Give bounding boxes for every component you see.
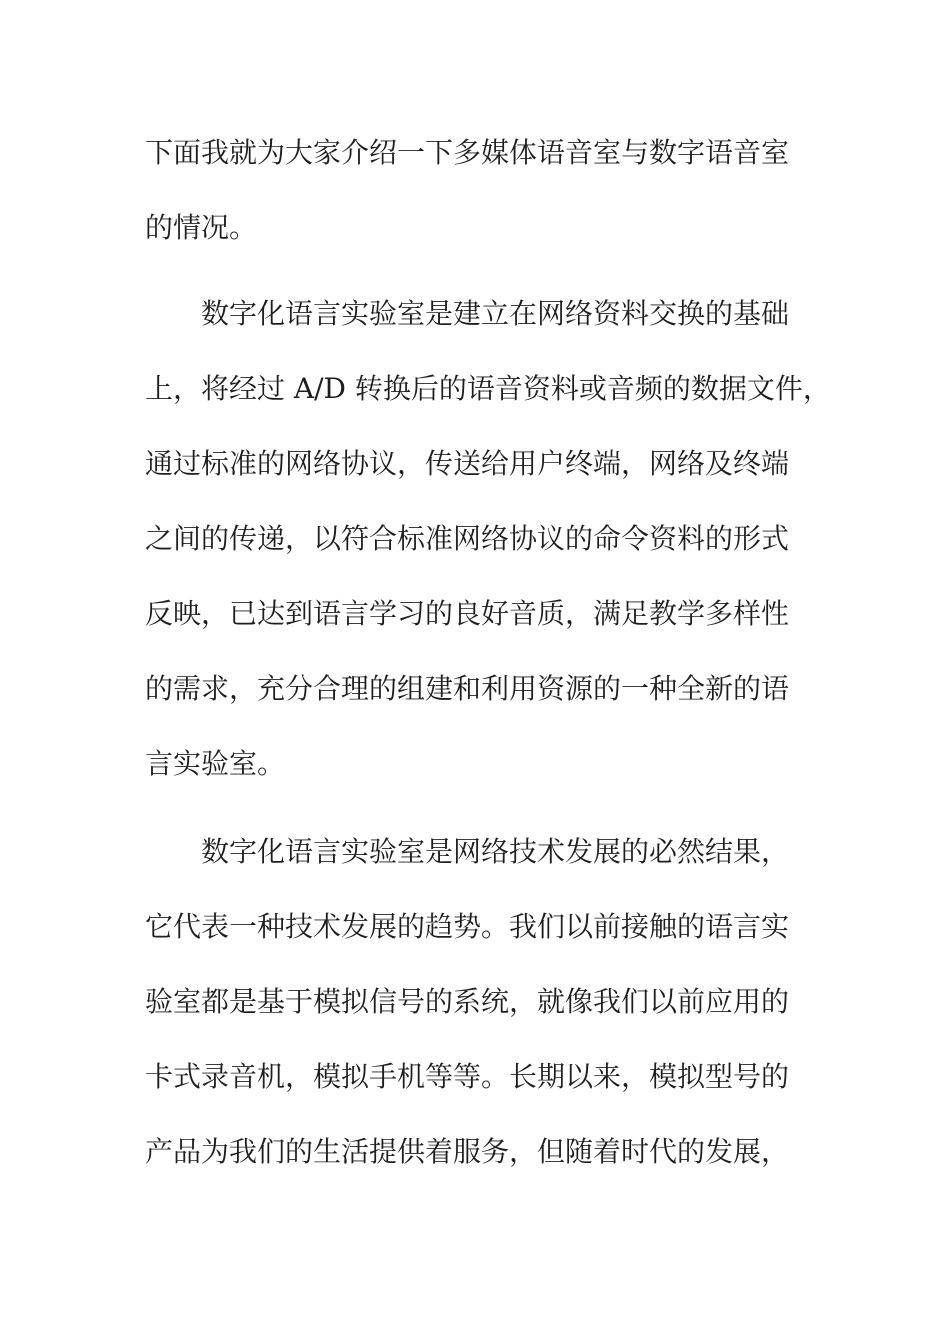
paragraph-1-line-1: 下面我就为大家介绍一下多媒体语音室与数字语音室: [145, 136, 790, 169]
paragraph-2-line-2: 上，将经过 A/D 转换后的语音资料或音频的数据文件，: [145, 372, 831, 405]
paragraph-3-line-1: 数字化语言实验室是网络技术发展的必然结果，: [201, 835, 790, 868]
paragraph-2-line-3: 通过标准的网络协议，传送给用户终端，网络及终端: [145, 447, 790, 480]
paragraph-2-line-4: 之间的传递，以符合标准网络协议的命令资料的形式: [145, 522, 790, 555]
paragraph-1-line-2: 的情况。: [145, 211, 258, 244]
paragraph-2-line-6: 的需求，充分合理的组建和利用资源的一种全新的语: [145, 672, 790, 705]
paragraph-3-line-5: 产品为我们的生活提供着服务，但随着时代的发展，: [145, 1135, 790, 1168]
paragraph-3-line-3: 验室都是基于模拟信号的系统，就像我们以前应用的: [145, 985, 790, 1018]
paragraph-2-line-5: 反映，已达到语言学习的良好音质，满足教学多样性: [145, 597, 790, 630]
paragraph-3-line-2: 它代表一种技术发展的趋势。我们以前接触的语言实: [145, 910, 790, 943]
paragraph-2-line-1: 数字化语言实验室是建立在网络资料交换的基础: [201, 297, 790, 330]
paragraph-2-line-7: 言实验室。: [145, 747, 286, 780]
paragraph-3-line-4: 卡式录音机，模拟手机等等。长期以来，模拟型号的: [145, 1060, 790, 1093]
